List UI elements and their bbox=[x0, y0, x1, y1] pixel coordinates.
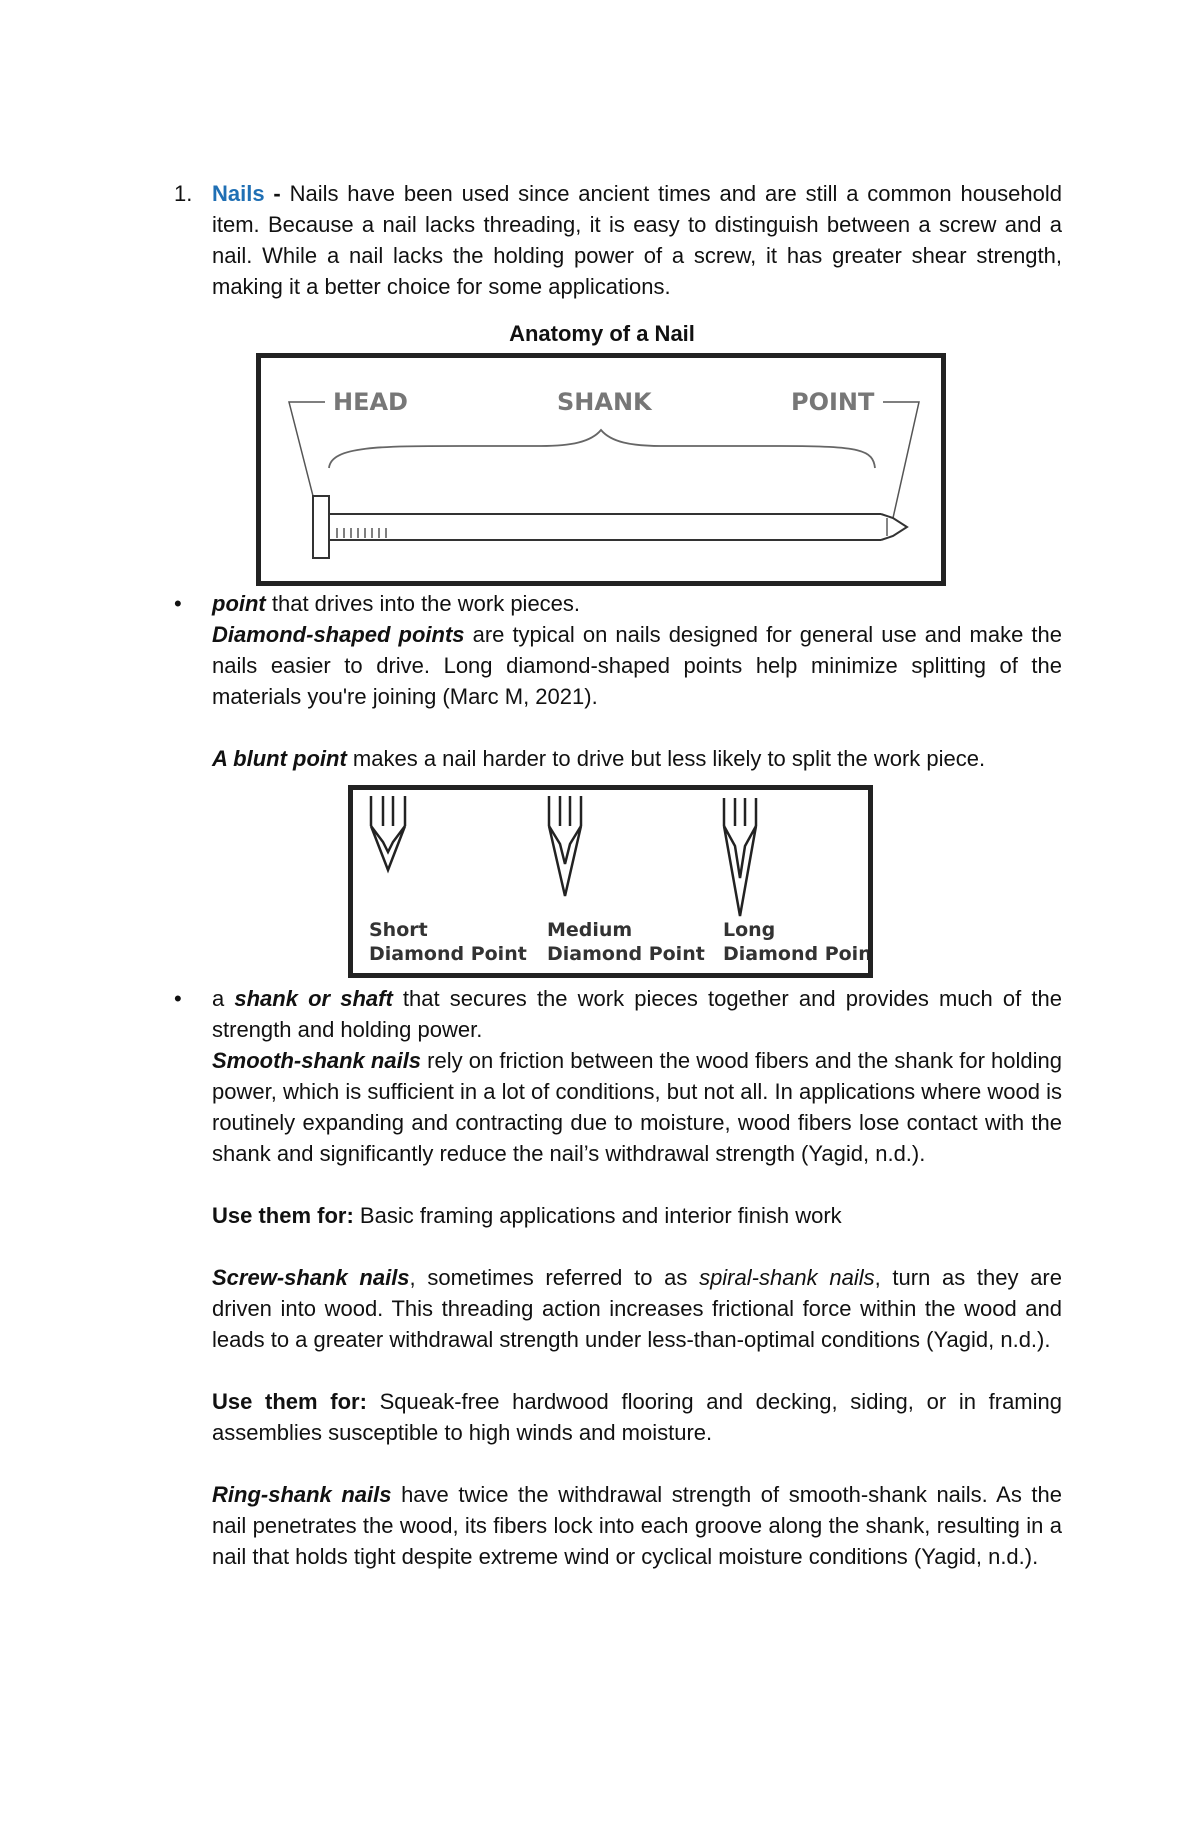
nails-paragraph bbox=[212, 178, 1062, 302]
screw-mid: , sometimes referred to as bbox=[409, 1265, 700, 1290]
shank-brace bbox=[329, 430, 875, 468]
head-leader-line bbox=[289, 402, 325, 496]
item-nails bbox=[174, 178, 1062, 302]
short-label-line1: Short bbox=[369, 919, 428, 941]
point-leader-line bbox=[883, 402, 919, 518]
bullet-shank bbox=[174, 983, 1062, 1572]
use2-text: Squeak-free hardwood flooring and decking, siding, or in framing assemblies susceptible to high winds and moisture. bbox=[212, 1389, 1062, 1445]
shank-term: shank or shaft bbox=[234, 986, 393, 1011]
nails-dash: - bbox=[264, 181, 290, 206]
use2-paragraph bbox=[212, 1386, 1062, 1448]
screw-text: , turn as they are driven into wood. This threading action increases frictional force within the wood and leads to a greater withdrawal strength under less-than-optimal conditions (Yagid, n.d.). bbox=[212, 1265, 1062, 1352]
medium-point-icon bbox=[549, 796, 581, 896]
smooth-text: rely on friction between the wood fibers and the shank for holding power, which is sufficient in a lot of conditions, but not all. In applications where wood is routinely expanding and contracting due to moisture, wood fibers lose contact with the shank and significantly reduce the nail’s withdrawal strength (Yagid, n.d.). bbox=[212, 1048, 1062, 1166]
diamond-points-figure bbox=[348, 785, 873, 978]
screw-italic: spiral-shank nails bbox=[699, 1265, 875, 1290]
medium-label-line2: Diamond Point bbox=[547, 943, 705, 965]
use2-label: Use them for: bbox=[212, 1389, 367, 1414]
ring-paragraph bbox=[212, 1479, 1062, 1572]
nail-point bbox=[881, 514, 907, 540]
blunt-paragraph bbox=[212, 743, 1062, 774]
nails-text: Nails have been used since ancient times and are still a common household item. Because a nail lacks threading, it is easy to distinguish between a screw and a nail. While a nail lacks the holding power of a screw, it has greater shear strength, making it a better choice for some applications. bbox=[212, 181, 1062, 299]
diamond-text: are typical on nails designed for general use and make the nails easier to drive. Long diamond-shaped points help minimize splitting of the materials you're joining (Marc M, 2021). bbox=[212, 622, 1062, 709]
use1-paragraph bbox=[212, 1200, 1062, 1231]
diamond-term: Diamond-shaped points bbox=[212, 622, 465, 647]
shank-label: SHANK bbox=[557, 388, 652, 416]
blunt-term: A blunt point bbox=[212, 746, 347, 771]
smooth-term: Smooth-shank nails bbox=[212, 1048, 422, 1073]
head-label: HEAD bbox=[333, 388, 408, 416]
screw-paragraph bbox=[212, 1262, 1062, 1355]
medium-label-line1: Medium bbox=[547, 919, 633, 941]
short-point-icon bbox=[371, 796, 405, 870]
figure1-title: Anatomy of a Nail bbox=[509, 321, 695, 346]
use1-text: Basic framing applications and interior finish work bbox=[353, 1203, 842, 1228]
list-number: 1. bbox=[174, 181, 193, 206]
point-lead-term: point bbox=[212, 591, 266, 616]
nail-head bbox=[313, 496, 329, 558]
nail-grip-marks bbox=[337, 528, 386, 538]
use1-label: Use them for: bbox=[212, 1203, 354, 1228]
nail-anatomy-figure bbox=[256, 353, 946, 586]
point-label: POINT bbox=[791, 388, 875, 416]
blunt-text: makes a nail harder to drive but less likely to split the work piece. bbox=[346, 746, 986, 771]
ring-text: have twice the withdrawal strength of smooth-shank nails. As the nail penetrates the wood, its fibers lock into each groove along the shank, resulting in a nail that holds tight despite extreme wind or cyclical moisture conditions (Yagid, n.d.). bbox=[212, 1482, 1062, 1569]
diamond-points-diagram bbox=[353, 790, 868, 973]
nail-anatomy-diagram bbox=[261, 358, 941, 581]
screw-term: Screw-shank nails bbox=[212, 1265, 410, 1290]
point-lead-text: that drives into the work pieces. bbox=[265, 591, 581, 616]
point-lead bbox=[212, 588, 1062, 619]
long-label-line2: Diamond Point bbox=[723, 943, 868, 965]
ring-term: Ring-shank nails bbox=[212, 1482, 392, 1507]
long-label-line1: Long bbox=[723, 919, 776, 941]
diamond-paragraph bbox=[212, 619, 1062, 712]
bullet-point bbox=[174, 588, 1062, 774]
shank-pre: a bbox=[212, 986, 235, 1011]
bullet-marker: • bbox=[174, 986, 182, 1011]
nails-title: Nails bbox=[212, 181, 265, 206]
shank-lead bbox=[212, 983, 1062, 1045]
bullet-marker: • bbox=[174, 591, 182, 616]
smooth-paragraph bbox=[212, 1045, 1062, 1169]
shank-lead-text: that secures the work pieces together and provides much of the strength and holding power. bbox=[212, 986, 1062, 1042]
short-label-line2: Diamond Point bbox=[369, 943, 527, 965]
long-point-icon bbox=[724, 798, 756, 916]
